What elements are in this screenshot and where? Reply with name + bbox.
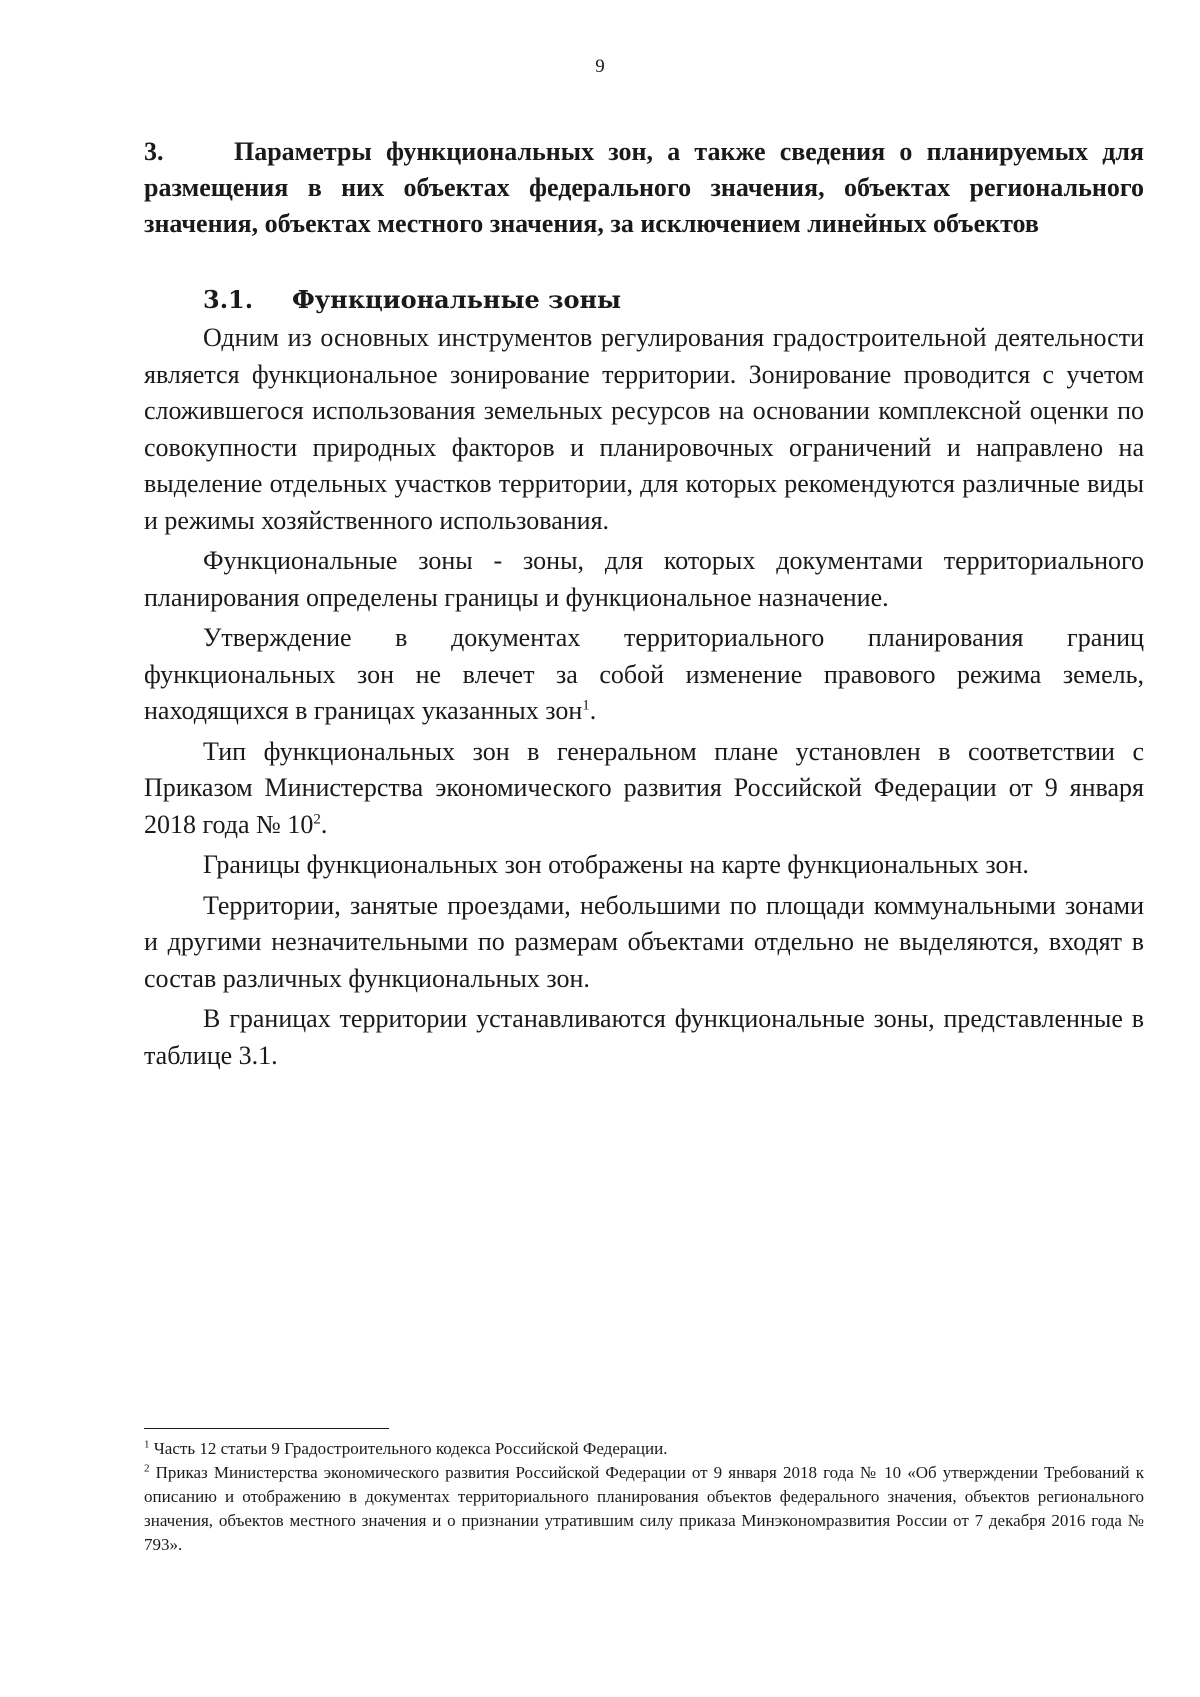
document-body [144,134,1144,1074]
paragraph-zones-definition: Функциональные зоны - зоны, для которых документами территориального планирования определены границы и функциональное назначение. [144,546,1144,612]
paragraph-zone-types-text: Тип функциональных зон в генеральном плане установлен в соответствии с Приказом Министерства экономического развития Российской Федерации от 9 января 2018 года № 10 [144,736,1144,839]
paragraph-zone-boundaries: Границы функциональных зон отображены на карте функциональных зон. [203,850,1029,879]
page-number: 9 [595,56,605,77]
paragraph-zone-types [144,734,1144,844]
footnote-ref-1[interactable]: 1 [582,697,590,714]
footnote-text: Часть 12 статьи 9 Градостроительного кодекса Российской Федерации. [149,1439,668,1458]
footnote-text: Приказ Министерства экономического развития Российской Федерации от 9 января 2018 года № 10 «Об утверждении Требований к описанию и отображению в документах территориального планирования объектов федерального значения, объектов регионального значения, объектов местного значения и о признании утратившим силу приказа Минэкономразвития России от 7 декабря 2016 года № 793». [144,1463,1144,1554]
paragraph-minor-territories: Территории, занятые проездами, небольшими по площади коммунальными зонами и другими незначительными по размерам объектами отдельно не выделяются, входят в состав различных функциональных зон. [144,890,1144,993]
footnote-2 [144,1461,1144,1557]
section-number: 3. [144,137,164,166]
subsection-title: Функциональные зоны [292,285,622,314]
footnote-mark: 2 [144,1462,150,1475]
paragraph-zoning-intro: Одним из основных инструментов регулирования градостроительной деятельности является функциональное зонирование территории. Зонирование проводится с учетом сложившегося использования земельных ресурсов на основании комплексной оценки по совокупности природных факторов и планировочных ограничений и направлено на выделение отдельных участков территории, для которых рекомендуются различные виды и режимы хозяйственного использования. [144,323,1144,535]
paragraph-legal-regime-text: Утверждение в документах территориального планирования границ функциональных зон не влечет за собой изменение правового режима земель, находящихся в границах указанных зон [144,623,1144,725]
section-heading [144,134,1144,242]
subsection-number: 3.1. [203,285,254,314]
footnote-ref-2[interactable]: 2 [313,810,321,827]
subsection-heading [203,282,1144,318]
footnote-separator [144,1428,389,1429]
footnote-mark: 1 [144,1438,150,1451]
paragraph-legal-regime-end: . [589,696,597,725]
footnotes [144,1428,1144,1557]
paragraph-legal-regime [144,620,1144,730]
paragraph-table-reference: В границах территории устанавливаются функциональные зоны, представленные в таблице 3.1. [144,1004,1144,1070]
footnote-1 [144,1437,1144,1461]
paragraph-zone-types-end: . [320,809,328,839]
section-title: Параметры функциональных зон, а также сведения о планируемых для размещения в них объектах федерального значения, объектах регионального значения, объектах местного значения, за исключением линейных объектов [144,137,1144,238]
